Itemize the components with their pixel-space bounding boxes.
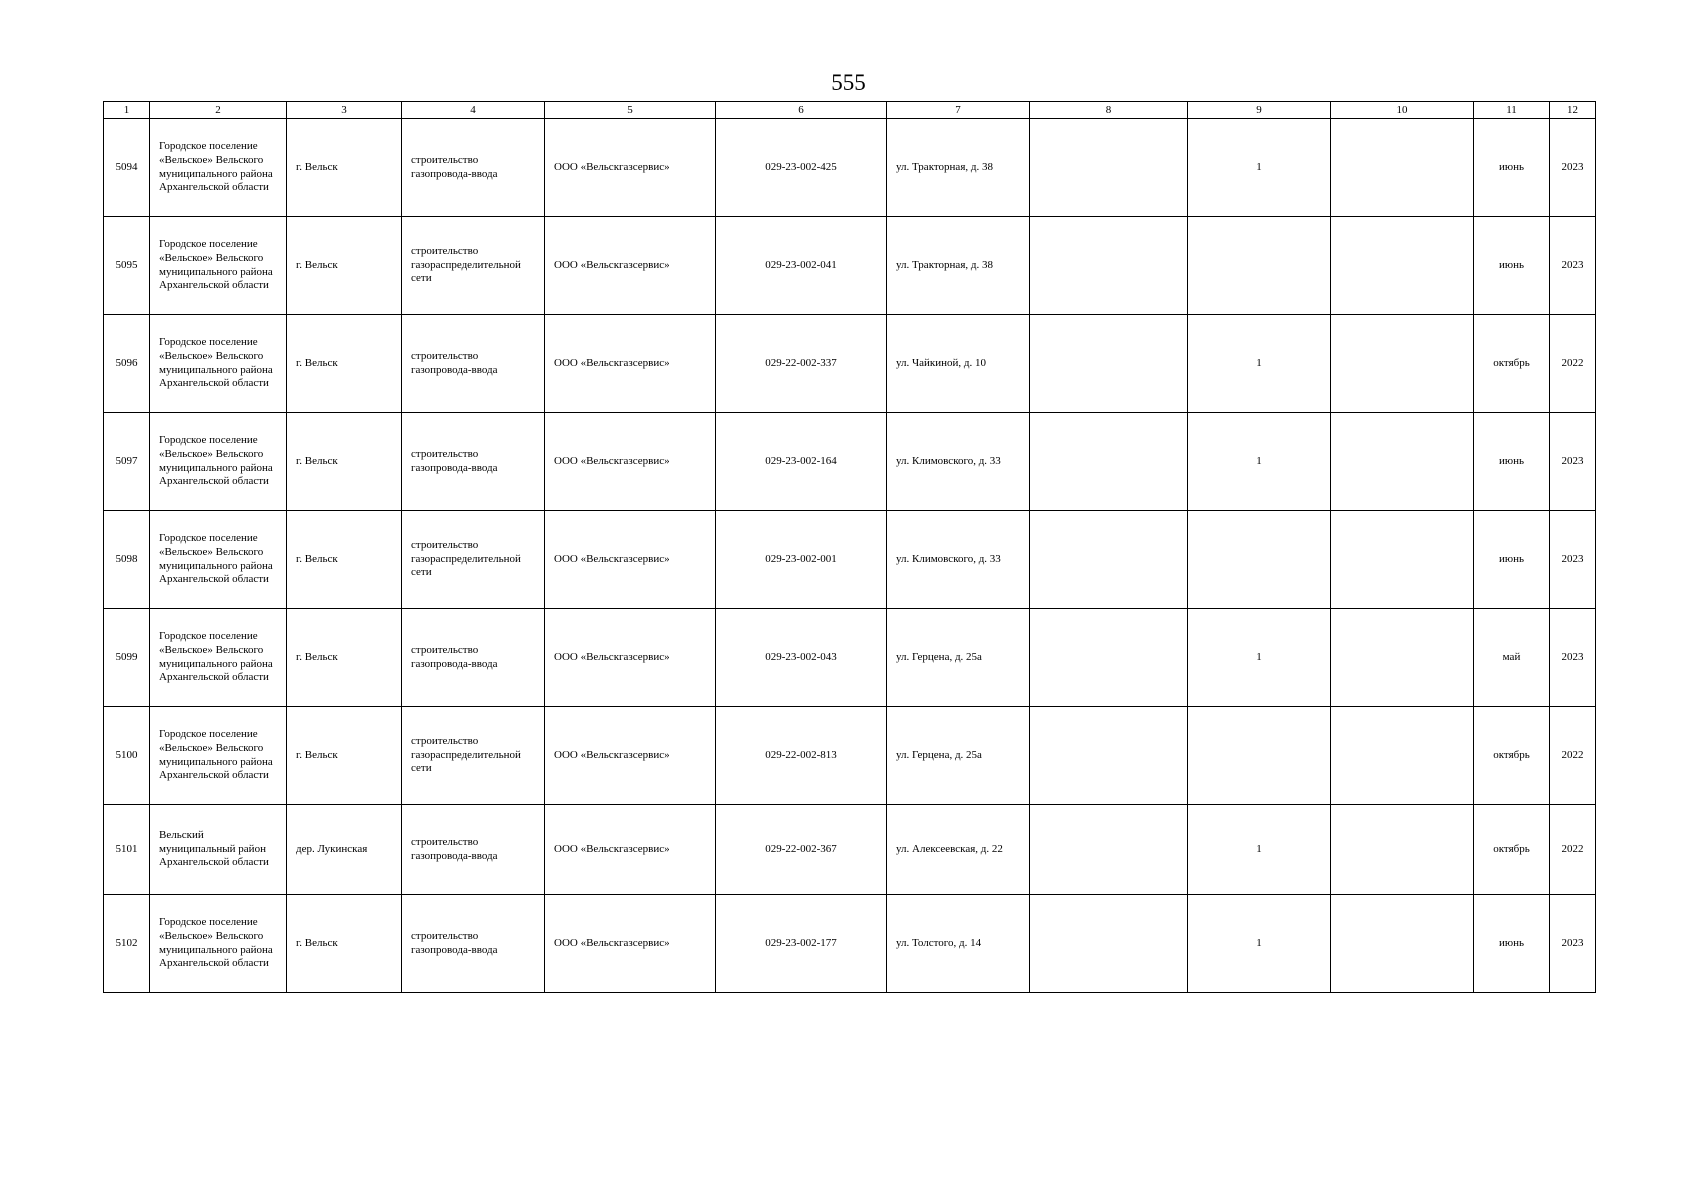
municipality-cell: Городское поселение «Вельское» Вельского муниципального района Архангельской области xyxy=(150,119,287,217)
row-number: 5097 xyxy=(104,413,150,511)
column-10-cell xyxy=(1331,805,1474,895)
settlement-cell: г. Вельск xyxy=(287,413,402,511)
organization-cell: ООО «Вельскгазсервис» xyxy=(545,707,716,805)
month-cell: июнь xyxy=(1474,119,1550,217)
count-cell: 1 xyxy=(1188,609,1331,707)
month-cell: июнь xyxy=(1474,413,1550,511)
month-cell: июнь xyxy=(1474,217,1550,315)
table-row xyxy=(104,315,1596,413)
column-8-cell xyxy=(1030,609,1188,707)
row-number: 5095 xyxy=(104,217,150,315)
work-type-cell: строительство газопровода-ввода xyxy=(402,805,545,895)
code-cell: 029-22-002-813 xyxy=(716,707,887,805)
municipality-cell: Городское поселение «Вельское» Вельского муниципального района Архангельской области xyxy=(150,609,287,707)
column-8-cell xyxy=(1030,217,1188,315)
column-8-cell xyxy=(1030,119,1188,217)
table-row xyxy=(104,413,1596,511)
row-number: 5099 xyxy=(104,609,150,707)
organization-cell: ООО «Вельскгазсервис» xyxy=(545,413,716,511)
work-type-cell: строительство газопровода-ввода xyxy=(402,609,545,707)
table-row xyxy=(104,511,1596,609)
settlement-cell: г. Вельск xyxy=(287,707,402,805)
municipality-cell: Городское поселение «Вельское» Вельского муниципального района Архангельской области xyxy=(150,217,287,315)
code-cell: 029-23-002-043 xyxy=(716,609,887,707)
work-type-cell: строительство газопровода-ввода xyxy=(402,315,545,413)
row-number: 5094 xyxy=(104,119,150,217)
column-8-cell xyxy=(1030,413,1188,511)
count-cell xyxy=(1188,707,1331,805)
work-type-cell: строительство газопровода-ввода xyxy=(402,895,545,993)
month-cell: май xyxy=(1474,609,1550,707)
column-10-cell xyxy=(1331,707,1474,805)
code-cell: 029-23-002-177 xyxy=(716,895,887,993)
code-cell: 029-23-002-164 xyxy=(716,413,887,511)
month-cell: июнь xyxy=(1474,511,1550,609)
row-number: 5102 xyxy=(104,895,150,993)
year-cell: 2023 xyxy=(1550,895,1596,993)
row-number: 5096 xyxy=(104,315,150,413)
column-number: 12 xyxy=(1550,102,1596,119)
address-cell: ул. Климовского, д. 33 xyxy=(887,511,1030,609)
column-8-cell xyxy=(1030,805,1188,895)
organization-cell: ООО «Вельскгазсервис» xyxy=(545,895,716,993)
year-cell: 2022 xyxy=(1550,315,1596,413)
row-number: 5101 xyxy=(104,805,150,895)
address-cell: ул. Алексеевская, д. 22 xyxy=(887,805,1030,895)
column-number: 2 xyxy=(150,102,287,119)
table-row xyxy=(104,707,1596,805)
code-cell: 029-22-002-367 xyxy=(716,805,887,895)
settlement-cell: г. Вельск xyxy=(287,609,402,707)
table-row xyxy=(104,217,1596,315)
address-cell: ул. Тракторная, д. 38 xyxy=(887,119,1030,217)
column-10-cell xyxy=(1331,217,1474,315)
column-10-cell xyxy=(1331,119,1474,217)
month-cell: июнь xyxy=(1474,895,1550,993)
count-cell: 1 xyxy=(1188,315,1331,413)
year-cell: 2023 xyxy=(1550,609,1596,707)
count-cell xyxy=(1188,217,1331,315)
organization-cell: ООО «Вельскгазсервис» xyxy=(545,609,716,707)
column-number: 6 xyxy=(716,102,887,119)
column-number: 7 xyxy=(887,102,1030,119)
column-number: 1 xyxy=(104,102,150,119)
column-10-cell xyxy=(1331,413,1474,511)
settlement-cell: дер. Лукинская xyxy=(287,805,402,895)
code-cell: 029-22-002-337 xyxy=(716,315,887,413)
year-cell: 2022 xyxy=(1550,805,1596,895)
municipality-cell: Городское поселение «Вельское» Вельского муниципального района Архангельской области xyxy=(150,511,287,609)
column-number: 11 xyxy=(1474,102,1550,119)
month-cell: октябрь xyxy=(1474,707,1550,805)
settlement-cell: г. Вельск xyxy=(287,895,402,993)
table-row xyxy=(104,609,1596,707)
table-row xyxy=(104,805,1596,895)
column-number: 9 xyxy=(1188,102,1331,119)
column-10-cell xyxy=(1331,315,1474,413)
municipality-cell: Городское поселение «Вельское» Вельского муниципального района Архангельской области xyxy=(150,707,287,805)
column-number: 8 xyxy=(1030,102,1188,119)
year-cell: 2023 xyxy=(1550,511,1596,609)
column-number: 4 xyxy=(402,102,545,119)
column-8-cell xyxy=(1030,511,1188,609)
municipality-cell: Вельский муниципальный район Архангельской области xyxy=(150,805,287,895)
year-cell: 2023 xyxy=(1550,413,1596,511)
address-cell: ул. Тракторная, д. 38 xyxy=(887,217,1030,315)
municipality-cell: Городское поселение «Вельское» Вельского муниципального района Архангельской области xyxy=(150,895,287,993)
settlement-cell: г. Вельск xyxy=(287,315,402,413)
column-8-cell xyxy=(1030,315,1188,413)
work-type-cell: строительство газопровода-ввода xyxy=(402,119,545,217)
year-cell: 2022 xyxy=(1550,707,1596,805)
address-cell: ул. Чайкиной, д. 10 xyxy=(887,315,1030,413)
count-cell: 1 xyxy=(1188,805,1331,895)
column-10-cell xyxy=(1331,609,1474,707)
municipality-cell: Городское поселение «Вельское» Вельского муниципального района Архангельской области xyxy=(150,315,287,413)
work-type-cell: строительство газораспределительной сети xyxy=(402,707,545,805)
address-cell: ул. Климовского, д. 33 xyxy=(887,413,1030,511)
column-10-cell xyxy=(1331,895,1474,993)
page-number: 555 xyxy=(831,70,866,95)
table-row xyxy=(104,895,1596,993)
row-number: 5100 xyxy=(104,707,150,805)
column-number: 10 xyxy=(1331,102,1474,119)
organization-cell: ООО «Вельскгазсервис» xyxy=(545,805,716,895)
work-type-cell: строительство газораспределительной сети xyxy=(402,511,545,609)
count-cell: 1 xyxy=(1188,119,1331,217)
count-cell xyxy=(1188,511,1331,609)
work-type-cell: строительство газораспределительной сети xyxy=(402,217,545,315)
organization-cell: ООО «Вельскгазсервис» xyxy=(545,217,716,315)
municipality-cell: Городское поселение «Вельское» Вельского муниципального района Архангельской области xyxy=(150,413,287,511)
organization-cell: ООО «Вельскгазсервис» xyxy=(545,511,716,609)
column-8-cell xyxy=(1030,895,1188,993)
code-cell: 029-23-002-425 xyxy=(716,119,887,217)
settlement-cell: г. Вельск xyxy=(287,119,402,217)
address-cell: ул. Толстого, д. 14 xyxy=(887,895,1030,993)
column-number: 5 xyxy=(545,102,716,119)
work-type-cell: строительство газопровода-ввода xyxy=(402,413,545,511)
address-cell: ул. Герцена, д. 25а xyxy=(887,707,1030,805)
year-cell: 2023 xyxy=(1550,217,1596,315)
organization-cell: ООО «Вельскгазсервис» xyxy=(545,315,716,413)
month-cell: октябрь xyxy=(1474,315,1550,413)
column-number-row xyxy=(104,102,1596,119)
table-row xyxy=(104,119,1596,217)
code-cell: 029-23-002-041 xyxy=(716,217,887,315)
count-cell: 1 xyxy=(1188,413,1331,511)
year-cell: 2023 xyxy=(1550,119,1596,217)
count-cell: 1 xyxy=(1188,895,1331,993)
column-10-cell xyxy=(1331,511,1474,609)
address-cell: ул. Герцена, д. 25а xyxy=(887,609,1030,707)
row-number: 5098 xyxy=(104,511,150,609)
code-cell: 029-23-002-001 xyxy=(716,511,887,609)
column-number: 3 xyxy=(287,102,402,119)
register-table xyxy=(103,101,1596,993)
settlement-cell: г. Вельск xyxy=(287,217,402,315)
month-cell: октябрь xyxy=(1474,805,1550,895)
organization-cell: ООО «Вельскгазсервис» xyxy=(545,119,716,217)
settlement-cell: г. Вельск xyxy=(287,511,402,609)
column-8-cell xyxy=(1030,707,1188,805)
